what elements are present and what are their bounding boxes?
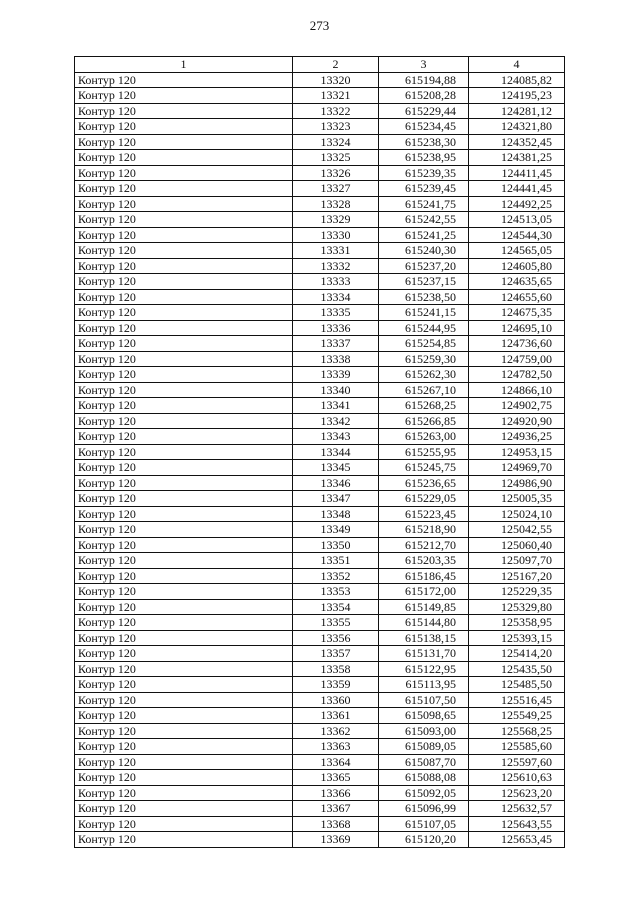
table-row bbox=[75, 119, 565, 135]
x-coordinate-cell: 615107,50 bbox=[379, 692, 469, 708]
x-coordinate-cell: 615149,85 bbox=[379, 599, 469, 615]
y-coordinate-cell: 124411,45 bbox=[469, 165, 565, 181]
x-coordinate-cell: 615239,35 bbox=[379, 165, 469, 181]
column-header-4: 4 bbox=[469, 57, 565, 73]
x-coordinate-cell: 615203,35 bbox=[379, 553, 469, 569]
point-number-cell: 13334 bbox=[293, 289, 379, 305]
point-number-cell: 13367 bbox=[293, 801, 379, 817]
x-coordinate-cell: 615267,10 bbox=[379, 382, 469, 398]
table-row bbox=[75, 460, 565, 476]
point-number-cell: 13326 bbox=[293, 165, 379, 181]
contour-name-cell: Контур 120 bbox=[75, 537, 293, 553]
point-number-cell: 13354 bbox=[293, 599, 379, 615]
y-coordinate-cell: 124492,25 bbox=[469, 196, 565, 212]
table-row bbox=[75, 723, 565, 739]
point-number-cell: 13329 bbox=[293, 212, 379, 228]
table-row bbox=[75, 553, 565, 569]
x-coordinate-cell: 615262,30 bbox=[379, 367, 469, 383]
table-row bbox=[75, 305, 565, 321]
table-row bbox=[75, 491, 565, 507]
point-number-cell: 13350 bbox=[293, 537, 379, 553]
table-row bbox=[75, 72, 565, 88]
contour-name-cell: Контур 120 bbox=[75, 615, 293, 631]
contour-name-cell: Контур 120 bbox=[75, 692, 293, 708]
column-header-3: 3 bbox=[379, 57, 469, 73]
contour-name-cell: Контур 120 bbox=[75, 382, 293, 398]
x-coordinate-cell: 615092,05 bbox=[379, 785, 469, 801]
point-number-cell: 13347 bbox=[293, 491, 379, 507]
contour-name-cell: Контур 120 bbox=[75, 72, 293, 88]
x-coordinate-cell: 615186,45 bbox=[379, 568, 469, 584]
point-number-cell: 13327 bbox=[293, 181, 379, 197]
table-row bbox=[75, 212, 565, 228]
table-row bbox=[75, 336, 565, 352]
point-number-cell: 13356 bbox=[293, 630, 379, 646]
x-coordinate-cell: 615229,44 bbox=[379, 103, 469, 119]
point-number-cell: 13336 bbox=[293, 320, 379, 336]
point-number-cell: 13364 bbox=[293, 754, 379, 770]
contour-name-cell: Контур 120 bbox=[75, 227, 293, 243]
y-coordinate-cell: 124085,82 bbox=[469, 72, 565, 88]
point-number-cell: 13362 bbox=[293, 723, 379, 739]
contour-name-cell: Контур 120 bbox=[75, 599, 293, 615]
x-coordinate-cell: 615237,15 bbox=[379, 274, 469, 290]
x-coordinate-cell: 615238,30 bbox=[379, 134, 469, 150]
contour-name-cell: Контур 120 bbox=[75, 661, 293, 677]
point-number-cell: 13357 bbox=[293, 646, 379, 662]
y-coordinate-cell: 125623,20 bbox=[469, 785, 565, 801]
point-number-cell: 13321 bbox=[293, 88, 379, 104]
x-coordinate-cell: 615120,20 bbox=[379, 832, 469, 848]
x-coordinate-cell: 615088,08 bbox=[379, 770, 469, 786]
point-number-cell: 13358 bbox=[293, 661, 379, 677]
y-coordinate-cell: 124381,25 bbox=[469, 150, 565, 166]
y-coordinate-cell: 125516,45 bbox=[469, 692, 565, 708]
y-coordinate-cell: 124902,75 bbox=[469, 398, 565, 414]
y-coordinate-cell: 124655,60 bbox=[469, 289, 565, 305]
x-coordinate-cell: 615194,88 bbox=[379, 72, 469, 88]
x-coordinate-cell: 615089,05 bbox=[379, 739, 469, 755]
x-coordinate-cell: 615255,95 bbox=[379, 444, 469, 460]
contour-name-cell: Контур 120 bbox=[75, 785, 293, 801]
y-coordinate-cell: 124866,10 bbox=[469, 382, 565, 398]
y-coordinate-cell: 124635,65 bbox=[469, 274, 565, 290]
y-coordinate-cell: 124321,80 bbox=[469, 119, 565, 135]
x-coordinate-cell: 615212,70 bbox=[379, 537, 469, 553]
contour-name-cell: Контур 120 bbox=[75, 413, 293, 429]
x-coordinate-cell: 615239,45 bbox=[379, 181, 469, 197]
contour-name-cell: Контур 120 bbox=[75, 119, 293, 135]
y-coordinate-cell: 124759,00 bbox=[469, 351, 565, 367]
y-coordinate-cell: 125358,95 bbox=[469, 615, 565, 631]
x-coordinate-cell: 615093,00 bbox=[379, 723, 469, 739]
y-coordinate-cell: 124953,15 bbox=[469, 444, 565, 460]
contour-name-cell: Контур 120 bbox=[75, 320, 293, 336]
table-header-row bbox=[75, 57, 565, 73]
table-row bbox=[75, 739, 565, 755]
table-row bbox=[75, 351, 565, 367]
x-coordinate-cell: 615259,30 bbox=[379, 351, 469, 367]
table-row bbox=[75, 537, 565, 553]
table-row bbox=[75, 413, 565, 429]
contour-name-cell: Контур 120 bbox=[75, 88, 293, 104]
y-coordinate-cell: 124920,90 bbox=[469, 413, 565, 429]
y-coordinate-cell: 124695,10 bbox=[469, 320, 565, 336]
contour-name-cell: Контур 120 bbox=[75, 460, 293, 476]
point-number-cell: 13360 bbox=[293, 692, 379, 708]
contour-name-cell: Контур 120 bbox=[75, 336, 293, 352]
table-row bbox=[75, 227, 565, 243]
table-row bbox=[75, 785, 565, 801]
contour-name-cell: Контур 120 bbox=[75, 429, 293, 445]
table-row bbox=[75, 150, 565, 166]
contour-name-cell: Контур 120 bbox=[75, 274, 293, 290]
y-coordinate-cell: 125597,60 bbox=[469, 754, 565, 770]
point-number-cell: 13368 bbox=[293, 816, 379, 832]
point-number-cell: 13348 bbox=[293, 506, 379, 522]
contour-name-cell: Контур 120 bbox=[75, 630, 293, 646]
y-coordinate-cell: 124675,35 bbox=[469, 305, 565, 321]
table-row bbox=[75, 103, 565, 119]
contour-name-cell: Контур 120 bbox=[75, 150, 293, 166]
point-number-cell: 13345 bbox=[293, 460, 379, 476]
x-coordinate-cell: 615244,95 bbox=[379, 320, 469, 336]
x-coordinate-cell: 615218,90 bbox=[379, 522, 469, 538]
table-row bbox=[75, 88, 565, 104]
point-number-cell: 13328 bbox=[293, 196, 379, 212]
table-row bbox=[75, 258, 565, 274]
table-row bbox=[75, 708, 565, 724]
contour-name-cell: Контур 120 bbox=[75, 165, 293, 181]
table-row bbox=[75, 382, 565, 398]
table-row bbox=[75, 816, 565, 832]
y-coordinate-cell: 125632,57 bbox=[469, 801, 565, 817]
y-coordinate-cell: 125005,35 bbox=[469, 491, 565, 507]
y-coordinate-cell: 124513,05 bbox=[469, 212, 565, 228]
table-row bbox=[75, 522, 565, 538]
x-coordinate-cell: 615236,65 bbox=[379, 475, 469, 491]
y-coordinate-cell: 124352,45 bbox=[469, 134, 565, 150]
x-coordinate-cell: 615229,05 bbox=[379, 491, 469, 507]
contour-name-cell: Контур 120 bbox=[75, 444, 293, 460]
table-row bbox=[75, 289, 565, 305]
table-row bbox=[75, 677, 565, 693]
y-coordinate-cell: 124281,12 bbox=[469, 103, 565, 119]
x-coordinate-cell: 615234,45 bbox=[379, 119, 469, 135]
table-row bbox=[75, 367, 565, 383]
point-number-cell: 13359 bbox=[293, 677, 379, 693]
y-coordinate-cell: 124605,80 bbox=[469, 258, 565, 274]
x-coordinate-cell: 615087,70 bbox=[379, 754, 469, 770]
page-number: 273 bbox=[309, 18, 330, 33]
point-number-cell: 13338 bbox=[293, 351, 379, 367]
table-row bbox=[75, 754, 565, 770]
contour-name-cell: Контур 120 bbox=[75, 491, 293, 507]
contour-name-cell: Контур 120 bbox=[75, 816, 293, 832]
contour-name-cell: Контур 120 bbox=[75, 475, 293, 491]
x-coordinate-cell: 615263,00 bbox=[379, 429, 469, 445]
y-coordinate-cell: 125042,55 bbox=[469, 522, 565, 538]
point-number-cell: 13323 bbox=[293, 119, 379, 135]
column-header-2: 2 bbox=[293, 57, 379, 73]
x-coordinate-cell: 615096,99 bbox=[379, 801, 469, 817]
table-row bbox=[75, 165, 565, 181]
y-coordinate-cell: 125229,35 bbox=[469, 584, 565, 600]
contour-name-cell: Контур 120 bbox=[75, 258, 293, 274]
contour-name-cell: Контур 120 bbox=[75, 708, 293, 724]
table-row bbox=[75, 630, 565, 646]
contour-name-cell: Контур 120 bbox=[75, 305, 293, 321]
point-number-cell: 13341 bbox=[293, 398, 379, 414]
point-number-cell: 13332 bbox=[293, 258, 379, 274]
table-row bbox=[75, 661, 565, 677]
table-row bbox=[75, 398, 565, 414]
contour-name-cell: Контур 120 bbox=[75, 568, 293, 584]
y-coordinate-cell: 124544,30 bbox=[469, 227, 565, 243]
x-coordinate-cell: 615268,25 bbox=[379, 398, 469, 414]
x-coordinate-cell: 615208,28 bbox=[379, 88, 469, 104]
y-coordinate-cell: 125393,15 bbox=[469, 630, 565, 646]
contour-name-cell: Контур 120 bbox=[75, 832, 293, 848]
point-number-cell: 13346 bbox=[293, 475, 379, 491]
table-row bbox=[75, 475, 565, 491]
y-coordinate-cell: 125435,50 bbox=[469, 661, 565, 677]
x-coordinate-cell: 615266,85 bbox=[379, 413, 469, 429]
x-coordinate-cell: 615238,95 bbox=[379, 150, 469, 166]
y-coordinate-cell: 124782,50 bbox=[469, 367, 565, 383]
table-body bbox=[75, 72, 565, 847]
point-number-cell: 13369 bbox=[293, 832, 379, 848]
contour-name-cell: Контур 120 bbox=[75, 723, 293, 739]
contour-name-cell: Контур 120 bbox=[75, 351, 293, 367]
point-number-cell: 13365 bbox=[293, 770, 379, 786]
y-coordinate-cell: 125653,45 bbox=[469, 832, 565, 848]
point-number-cell: 13340 bbox=[293, 382, 379, 398]
y-coordinate-cell: 124986,90 bbox=[469, 475, 565, 491]
x-coordinate-cell: 615238,50 bbox=[379, 289, 469, 305]
contour-name-cell: Контур 120 bbox=[75, 196, 293, 212]
contour-name-cell: Контур 120 bbox=[75, 584, 293, 600]
contour-name-cell: Контур 120 bbox=[75, 770, 293, 786]
y-coordinate-cell: 124969,70 bbox=[469, 460, 565, 476]
table-row bbox=[75, 134, 565, 150]
point-number-cell: 13325 bbox=[293, 150, 379, 166]
point-number-cell: 13339 bbox=[293, 367, 379, 383]
contour-name-cell: Контур 120 bbox=[75, 677, 293, 693]
table-row bbox=[75, 181, 565, 197]
point-number-cell: 13331 bbox=[293, 243, 379, 259]
point-number-cell: 13337 bbox=[293, 336, 379, 352]
x-coordinate-cell: 615254,85 bbox=[379, 336, 469, 352]
x-coordinate-cell: 615138,15 bbox=[379, 630, 469, 646]
x-coordinate-cell: 615144,80 bbox=[379, 615, 469, 631]
x-coordinate-cell: 615131,70 bbox=[379, 646, 469, 662]
y-coordinate-cell: 124195,23 bbox=[469, 88, 565, 104]
table-row bbox=[75, 243, 565, 259]
point-number-cell: 13353 bbox=[293, 584, 379, 600]
y-coordinate-cell: 125485,50 bbox=[469, 677, 565, 693]
y-coordinate-cell: 125414,20 bbox=[469, 646, 565, 662]
x-coordinate-cell: 615098,65 bbox=[379, 708, 469, 724]
y-coordinate-cell: 124736,60 bbox=[469, 336, 565, 352]
point-number-cell: 13322 bbox=[293, 103, 379, 119]
y-coordinate-cell: 125329,80 bbox=[469, 599, 565, 615]
contour-name-cell: Контур 120 bbox=[75, 754, 293, 770]
point-number-cell: 13351 bbox=[293, 553, 379, 569]
table-row bbox=[75, 506, 565, 522]
y-coordinate-cell: 124565,05 bbox=[469, 243, 565, 259]
contour-name-cell: Контур 120 bbox=[75, 522, 293, 538]
x-coordinate-cell: 615172,00 bbox=[379, 584, 469, 600]
y-coordinate-cell: 125568,25 bbox=[469, 723, 565, 739]
point-number-cell: 13366 bbox=[293, 785, 379, 801]
x-coordinate-cell: 615242,55 bbox=[379, 212, 469, 228]
point-number-cell: 13344 bbox=[293, 444, 379, 460]
y-coordinate-cell: 125167,20 bbox=[469, 568, 565, 584]
table-row bbox=[75, 274, 565, 290]
point-number-cell: 13330 bbox=[293, 227, 379, 243]
x-coordinate-cell: 615241,75 bbox=[379, 196, 469, 212]
contour-name-cell: Контур 120 bbox=[75, 289, 293, 305]
point-number-cell: 13320 bbox=[293, 72, 379, 88]
y-coordinate-cell: 125060,40 bbox=[469, 537, 565, 553]
x-coordinate-cell: 615107,05 bbox=[379, 816, 469, 832]
contour-name-cell: Контур 120 bbox=[75, 243, 293, 259]
coordinates-table bbox=[74, 56, 565, 848]
table-row bbox=[75, 599, 565, 615]
table-row bbox=[75, 429, 565, 445]
point-number-cell: 13333 bbox=[293, 274, 379, 290]
y-coordinate-cell: 125024,10 bbox=[469, 506, 565, 522]
point-number-cell: 13343 bbox=[293, 429, 379, 445]
x-coordinate-cell: 615240,30 bbox=[379, 243, 469, 259]
table-row bbox=[75, 615, 565, 631]
contour-name-cell: Контур 120 bbox=[75, 506, 293, 522]
table-row bbox=[75, 584, 565, 600]
contour-name-cell: Контур 120 bbox=[75, 181, 293, 197]
column-header-1: 1 bbox=[75, 57, 293, 73]
x-coordinate-cell: 615113,95 bbox=[379, 677, 469, 693]
point-number-cell: 13342 bbox=[293, 413, 379, 429]
contour-name-cell: Контур 120 bbox=[75, 646, 293, 662]
x-coordinate-cell: 615237,20 bbox=[379, 258, 469, 274]
y-coordinate-cell: 125643,55 bbox=[469, 816, 565, 832]
point-number-cell: 13335 bbox=[293, 305, 379, 321]
table-row bbox=[75, 196, 565, 212]
point-number-cell: 13363 bbox=[293, 739, 379, 755]
table-row bbox=[75, 320, 565, 336]
table-row bbox=[75, 646, 565, 662]
x-coordinate-cell: 615245,75 bbox=[379, 460, 469, 476]
y-coordinate-cell: 124441,45 bbox=[469, 181, 565, 197]
point-number-cell: 13355 bbox=[293, 615, 379, 631]
table-row bbox=[75, 444, 565, 460]
y-coordinate-cell: 125097,70 bbox=[469, 553, 565, 569]
y-coordinate-cell: 125549,25 bbox=[469, 708, 565, 724]
x-coordinate-cell: 615223,45 bbox=[379, 506, 469, 522]
table-row bbox=[75, 692, 565, 708]
point-number-cell: 13324 bbox=[293, 134, 379, 150]
y-coordinate-cell: 124936,25 bbox=[469, 429, 565, 445]
table-row bbox=[75, 832, 565, 848]
table-row bbox=[75, 568, 565, 584]
contour-name-cell: Контур 120 bbox=[75, 398, 293, 414]
contour-name-cell: Контур 120 bbox=[75, 739, 293, 755]
point-number-cell: 13349 bbox=[293, 522, 379, 538]
table-row bbox=[75, 801, 565, 817]
contour-name-cell: Контур 120 bbox=[75, 553, 293, 569]
contour-name-cell: Контур 120 bbox=[75, 367, 293, 383]
x-coordinate-cell: 615122,95 bbox=[379, 661, 469, 677]
point-number-cell: 13352 bbox=[293, 568, 379, 584]
x-coordinate-cell: 615241,15 bbox=[379, 305, 469, 321]
contour-name-cell: Контур 120 bbox=[75, 103, 293, 119]
contour-name-cell: Контур 120 bbox=[75, 134, 293, 150]
y-coordinate-cell: 125610,63 bbox=[469, 770, 565, 786]
contour-name-cell: Контур 120 bbox=[75, 801, 293, 817]
x-coordinate-cell: 615241,25 bbox=[379, 227, 469, 243]
y-coordinate-cell: 125585,60 bbox=[469, 739, 565, 755]
contour-name-cell: Контур 120 bbox=[75, 212, 293, 228]
point-number-cell: 13361 bbox=[293, 708, 379, 724]
table-row bbox=[75, 770, 565, 786]
